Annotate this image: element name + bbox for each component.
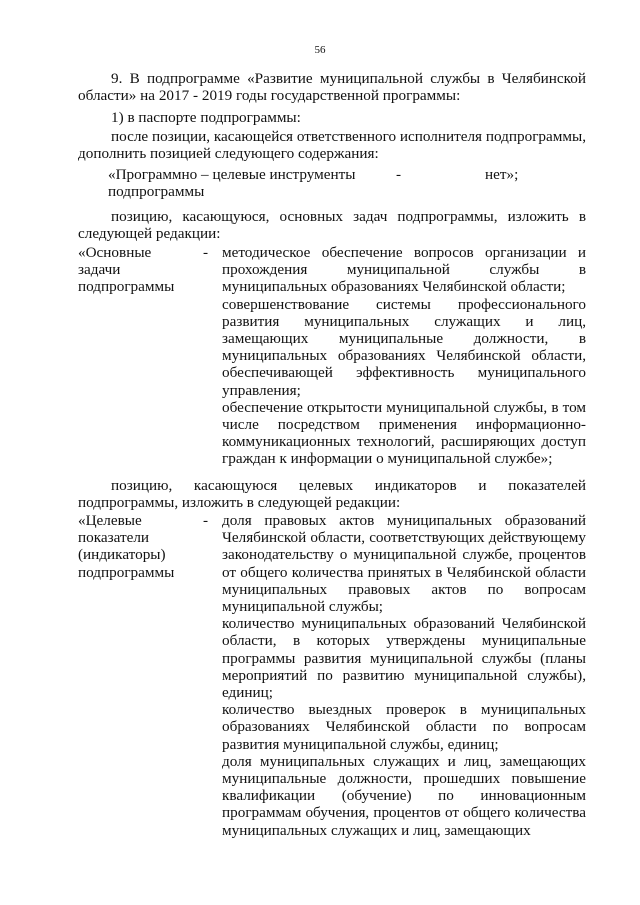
paragraph-passport: 1) в паспорте подпрограммы: bbox=[111, 109, 301, 126]
indicator-item: доля правовых актов муниципальных образований Челябинской области, соответствующих действующему законодательству о муниципальной службе, процентов от общего количества принятых в Челябинской области муниципальных правовых актов по вопросам муниципальной службы; bbox=[222, 512, 586, 616]
indicators-row bbox=[78, 512, 586, 857]
indicators-label: «Целевые показатели (индикаторы) подпрограммы bbox=[78, 512, 175, 581]
page-number: 56 bbox=[314, 44, 326, 56]
indicators-dash: - bbox=[203, 512, 209, 529]
tasks-label: «Основные задачи подпрограммы bbox=[78, 244, 175, 296]
task-item: совершенствование системы профессионального развития муниципальных служащих и лиц, замещающих муниципальные должности, в муниципальных образованиях Челябинской области, обеспечивающей эффективность муниципального управления; bbox=[222, 295, 586, 399]
paragraph-indicators-intro: позицию, касающуюся целевых индикаторов и показателей подпрограммы, изложить в следующей редакции: bbox=[78, 477, 586, 512]
indicators-text bbox=[222, 512, 586, 839]
tasks-text bbox=[222, 244, 586, 468]
insert-position-row bbox=[78, 166, 586, 202]
paragraph-subprogram-intro: 9. В подпрограмме «Развитие муниципальной службы в Челябинской области» на 2017 - 2019 годы государственной программы: bbox=[78, 70, 586, 105]
indicator-item: доля муниципальных служащих и лиц, замещающих муниципальные должности, прошедших повышение квалификации (обучение) по инновационным программам обучения, процентов от общего количества муниципальных служащих и лиц, замещающих bbox=[222, 752, 586, 839]
insert-label-line2: подпрограммы bbox=[108, 183, 205, 200]
task-item: обеспечение открытости муниципальной службы, в том числе посредством применения информационно-коммуникационных технологий, расширяющих доступ граждан к информации о муниципальной службе»; bbox=[222, 398, 586, 468]
paragraph-tasks-intro: позицию, касающуюся, основных задач подпрограммы, изложить в следующей редакции: bbox=[78, 208, 586, 243]
indicator-item: количество выездных проверок в муниципальных образованиях Челябинской области по вопросам развития муниципальной службы, единиц; bbox=[222, 701, 586, 753]
task-item: методическое обеспечение вопросов организации и прохождения муниципальной службы в муниципальных образованиях Челябинской области; bbox=[222, 244, 586, 296]
insert-dash: - bbox=[396, 166, 402, 183]
tasks-row bbox=[78, 244, 586, 468]
paragraph-add-position: после позиции, касающейся ответственного исполнителя подпрограммы, дополнить позицией следующего содержания: bbox=[78, 128, 586, 163]
insert-label-line1: «Программно – целевые инструменты bbox=[108, 166, 356, 183]
insert-value: нет»; bbox=[485, 166, 519, 183]
tasks-dash: - bbox=[203, 244, 209, 261]
indicator-item: количество муниципальных образований Челябинской области, в которых утверждены муниципальные программы развития муниципальной службы (планы мероприятий по развитию муниципальной службы), единиц; bbox=[222, 615, 586, 702]
